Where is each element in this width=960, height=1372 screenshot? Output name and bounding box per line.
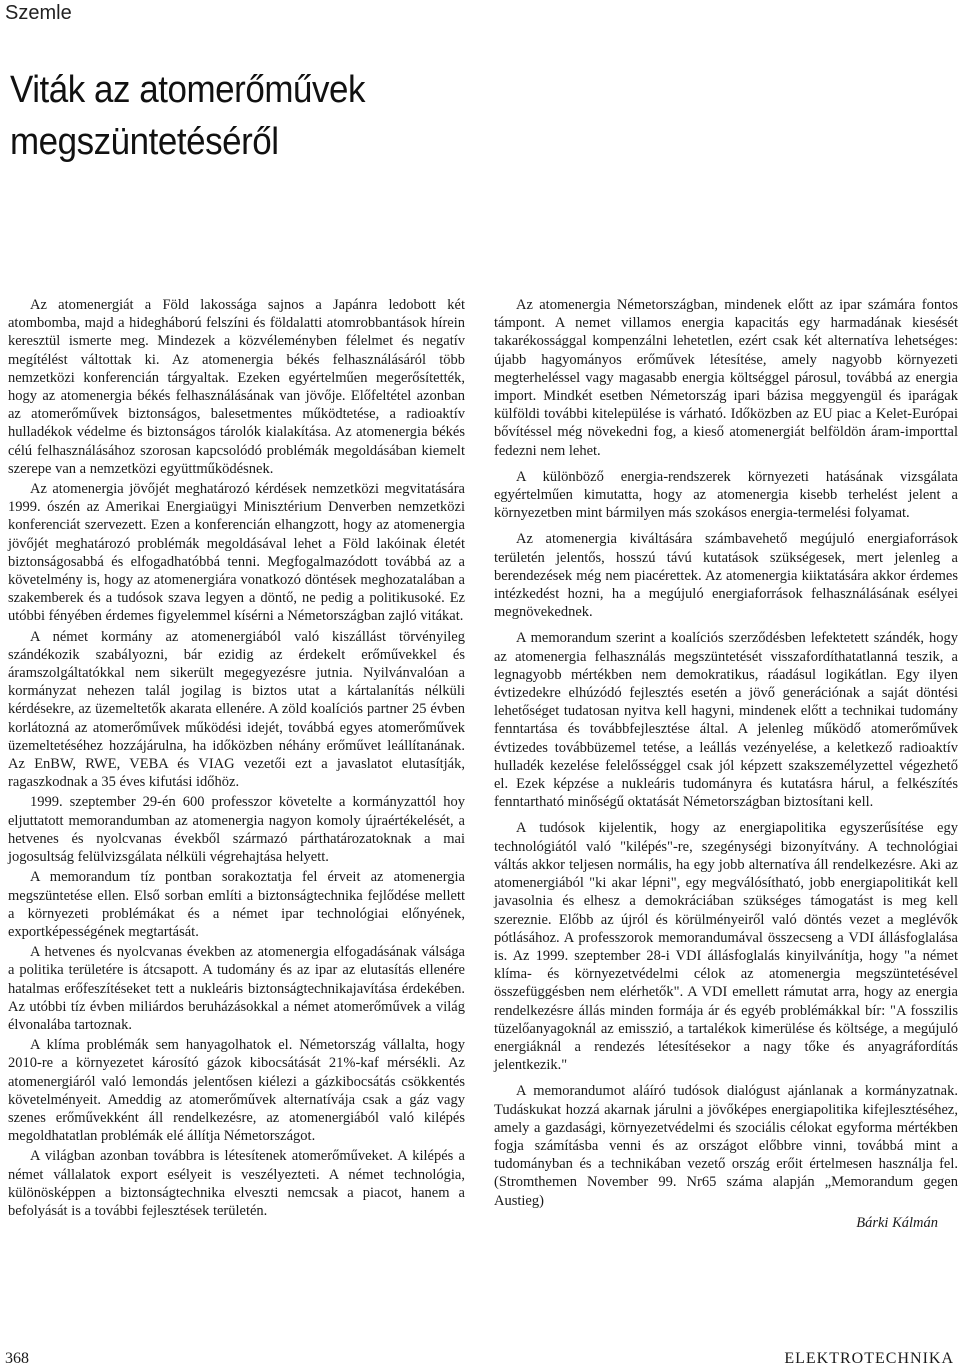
journal-name: ELEKTROTECHNIKA [784,1350,954,1367]
left-column [8,296,465,1222]
paragraph: A világban azonban továbbra is létesítenek atomerőműveket. A kilépés a német vállalatok export esélyeit is veszélyezteti. A német technológia, különösképpen a biztonságtechnika elveszti nemcsak a piacot, hanem a befolyását is a további fejlesztések területén. [8,1148,465,1219]
paragraph: 1999. szeptember 29-én 600 professzor követelte a kormányzattól hoy eljuttatott memorandumban az atomenergia nagyon komoly újraértékelését, a hetvenes és nyolcvanas évekből származó párthatározatoknak a mai jogosultság felülvizsgálata nélküli végrehajtása helyett. [8,794,465,866]
paragraph: A memorandum tíz pontban sorakoztatja fel érveit az atomenergia megszüntetése ellen. Első sorban említi a biztonságtechnika fejlődése mellett a környezeti problémákat és a német ipar technológiai előnyének, exportképességének megtartását. [8,869,465,940]
title-line-2: megszüntetéséről [10,121,279,163]
paragraph: A klíma problémák sem hanyagolhatok el. Németország vállalta, hogy 2010-re a környezetet károsító gázok kibocsátását 21%-kaf mérsékli. Az atomenergiáról való lemondás jelentősen kiélezi a gázkibocsátás csökkentés követelményeit. Ameddig az atomerőművek alternatívája csak a gáz vagy szenes erőművekként áll rendelkezésre, az atomenergiából való kilépés megoldhatatlan problémák elé állítja Németországot. [8,1037,465,1145]
paragraph: Az atomenergia Németországban, mindenek előtt az ipar számára fontos támpont. A nemet villamos energia kapacitás egy harmadának kiesését takarékossággal kompenzálni lehetetlen, ezért csak két alternatíva lehetséges: újabb hagyományos erőművek létesítése, amely nagyobb környezeti megterheléssel vagy magasabb energia költséggel párosul, továbbá az energia import. Mindkét esetben Németország ipari bázisa meggyengül és iparágak külföldi további kitelepülése is várható. Időközben az EU piac a Kelet-Európai bővítéssel még növekedni fog, a kieső atomenergiát belföldön áram-importtal fedezni nem lehet. [494,297,958,459]
title-line-1: Viták az atomerőművek [10,69,366,111]
article-title [10,64,654,168]
paragraph: A memorandum szerint a koalíciós szerződésben lefektetett szándék, hogy az atomenergia felhasználás megszüntetését visszafordíthatatlanná teszik, a legnagyobb mértékben nem demokratikus, ráadásul logikátlan. Egy ilyen évtizedekre elhúzódó fejlesztés esetén a jövő generációnak a saját döntési lehetőséget tudatosan nyitva kell hagyni, mindenek előtt a technikai tudomány fenntartása és továbbfejlesztése által. A jelenleg működő atomerőművek évtizedes továbbüzemel tetése, a leállás vezényelése, a keletkező radioaktív hulladék kezelése felelősséggel csak jól képzett szakszemélyzettel végezhető el. Ezek képzése a nukleáris tudományra és kutatásra hárul, a felkészítés fenntartható minőségű oktatását Németországban biztosítani kell. [494,630,958,811]
page-number: 368 [5,1350,29,1367]
paragraph: Az atomenergia jövőjét meghatározó kérdések nemzetközi megvitatására 1999. ószén az Amerikai Energiaügyi Minisztérium Denverben nemzetközi konferenciát szervezett. Ezen a konferencián elhangzott, hogy az atomenergia jövőjét meghatározó problémák megoldásával lehet a Föld lakóinak életét biztonságosabbá és elfogadhatóbbá tenni. Megfogalmazódott továbbá az a követelmény is, hogy az atomenergiára vonatkozó döntések meghozatalában a szakemberek és a tudósok szava legyen a döntő, ne pedig a politikusoké. Ez utóbbi fényében érdemes figyelemmel kísérni a Németországban zajló vitákat. [8,481,465,625]
paragraph: Az atomenergia kiváltására számbavehető megújuló energiaforrások területén jelentős, hosszú távú kutatások szükségesek, mert jelenleg a berendezések még nem piacérettek. Az atomenergia kiiktatására akkor érdemes intézkedést hozni, ha a megújuló energiaforrások felhasználásának esélyei megnövekednek. [494,531,958,621]
paragraph: A hetvenes és nyolcvanas években az atomenergia elfogadásának válsága a politika területére is átcsapott. A tudomány és az ipar az elutasítás ellenére hatalmas erőfeszítéseket tett a nukleáris biztonságtechnikajavítása érdekében. Az utóbbi tíz évben miliárdos beruházásokkal a német atomerőművek a világ élvonalába tartoznak. [8,944,465,1033]
paragraph: Az atomenergiát a Föld lakossága sajnos a Japánra ledobott két atombomba, majd a hidegháború felszíni és földalatti atomrobbantások hírein keresztül ismerte meg. Mindezek a közvéleményben félelmet és negatív megítélést váltottak ki. Az atomenergia békés felhasználásáról több nemzetközi konferencián tárgyaltak. Ezeken egyértelműen megerősítették, hogy az atomenergia békés felhasználásának van jövője. Előfeltétel azonban az atomerőművek biztonságos, balesetmentes működtetése, a radioaktív hulladékok védelme és biztonságos tárolók kialakítása. Az atomenergia békés célú felhasználásához szorosan kapcsolódó problémák megoldásában kiemelt szerepe van a nemzetközi együttműködésnek. [8,297,465,477]
paragraph: A német kormány az atomenergiából való kiszállást törvényileg szándékozik szabályozni, bár ezidig az érdekelt erőművekkel és áramszolgáltatókkal nem sikerült megegyezésre jutnia. Nyilvánvalóan a kormányzat nehezen talál jogilag is biztos utat a kártalanítás nélküli kérdésekre, az üzemeltetők akarata ellenére. A zöld koalíciós partner 25 évben korlátozná az atomerőművek működési idejét, továbbá egyes atomerőművek üzemeltetéséhez hozzájárulna, ha időközben néhány erőművet leállítanának. Az EnBW, RWE, VEBA és VIAG vezetői ezt a javaslatot elutasítják, ragaszkodnak a 35 éves kifutási időhöz. [8,628,465,791]
paragraph: A különböző energia-rendszerek környezeti hatásának vizsgálata egyértelműen kimutatta, hogy az atomenergia kisebb terhelést jelent a környezetben mint bármilyen más szokásos energia-termelési folyamat. [494,468,958,522]
paragraph: A tudósok kijelentik, hogy az energiapolitika egyszerűsítése egy technológiától való "kilépés"-re, szegénységi bizonyítvány. A technológiai váltás akkor teljesen normális, ha egy jobb alternatíva áll rendelkezésre. Aki az atomenergiából "ki akar lépni", egy megválósítható, jobb energiapolitikát kell javasolnia és elhesz a demokráciában szükséges támogatást is meg kell szereznie. Előbb az újról és körülményeiről való döntés vezet a meglévők pótlásához. A professzorok memorandumával összecseng a VDI állásfoglalása is. Az 1999. szeptember 28-i VDI állásfoglalás kinyilvánítja, hogy "a német klíma- és környezetvédelmi célok az atomenergia megszüntetésével összefüggésben nem elérhetők". A VDI emellett rámutat arra, hogy az energia rendelkezésre állás minden formája ár és egyéb problémákkal bír: "A fosszilis tüzelőanyagoknál az emisszió, a tartalékok kimerülése és költsége, a megújuló energiáknál a rendezés létesítésekor a nagy tőke és anyagráfordítás jelentkezik." [494,820,958,1074]
right-column [494,296,958,1232]
paragraph: A memorandumot aláíró tudósok dialógust ajánlanak a kormányzatnak. Tudáskukat hozzá akarnak járulni a jövőképes energiapolitika kifejlesztéséhez, amely a gazdasági, környezetvédelmi és szociális célokat egyforma mértékben fogja számításba venni és az országot előbbre vinni, továbbá mint a tudományban és a technikában vezető ország erőit értelmesen használja fel. (Stromthemen November 99. Nr65 száma alapján „Memorandum gegen Austieg) [494,1083,958,1209]
section-label: Szemle [5,2,72,24]
author-signature: Bárki Kálmán [856,1214,938,1231]
